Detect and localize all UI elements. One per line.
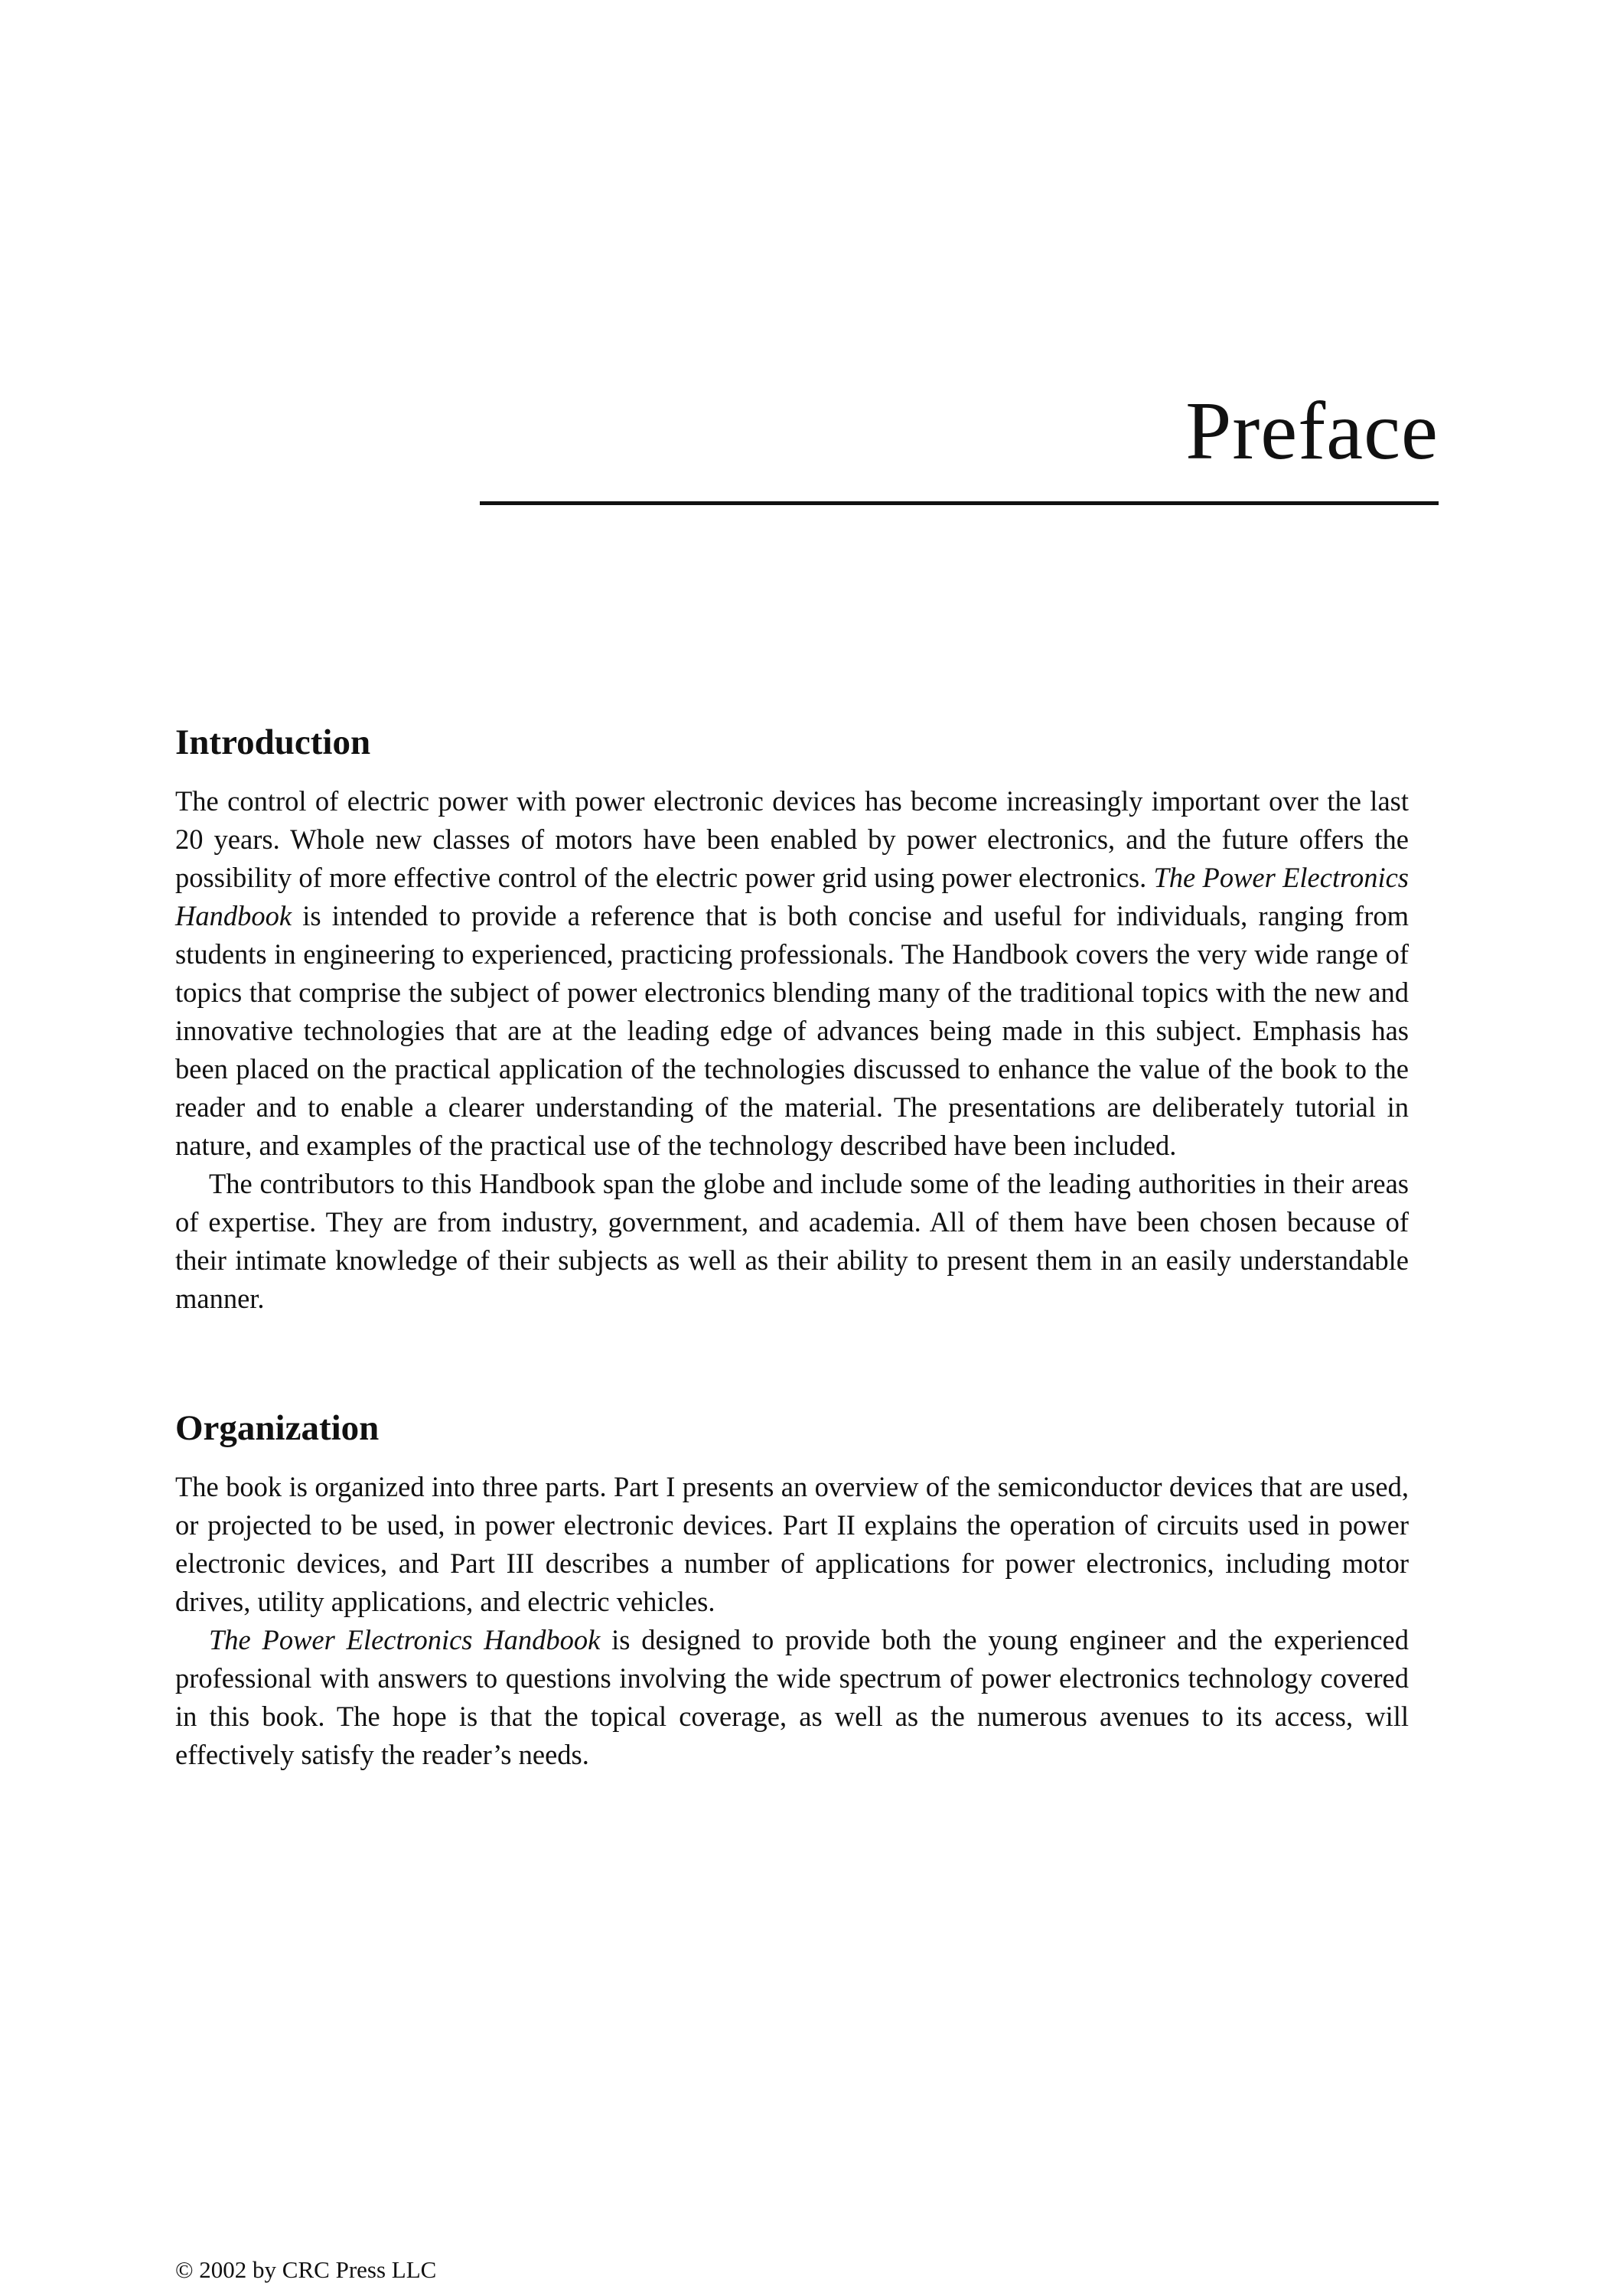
organization-heading: Organization	[175, 1408, 380, 1448]
organization-section	[175, 1405, 1409, 1774]
copyright-footer: © 2002 by CRC Press LLC	[175, 2256, 437, 2283]
introduction-paragraph-1-text-a: The control of electric power with power electronic devices has become increasingly important over the last 20 years. Whole new classes of motors have been enabled by power electronics, and the future offers the possibility of more effective control of the electric power grid using power electronics.	[175, 785, 1409, 893]
introduction-paragraph-1-text-b: is intended to provide a reference that is both concise and useful for individuals, ranging from students in engineering to experienced, practicing professionals. The Handbook covers the very wide range of topics that comprise the subject of power electronics blending many of the traditional topics with the new and innovative technologies that are at the leading edge of advances being made in this subject. Emphasis has been placed on the practical application of the technologies discussed to enhance the value of the book to the reader and to enable a clearer understanding of the material. The presentations are deliberately tutorial in nature, and examples of the practical use of the technology described have been included.	[175, 900, 1409, 1161]
book-title: The Power Electronics Handbook	[209, 1624, 601, 1655]
title-rule	[480, 501, 1439, 505]
page-title: Preface	[1185, 386, 1439, 477]
organization-paragraph-1: The book is organized into three parts. Part I presents an overview of the semiconductor devices that are used, or projected to be used, in power electronic devices. Part II explains the operation of circuits used in power electronic devices, and Part III describes a number of applications for power electronics, including motor drives, utility applications, and electric vehicles.	[175, 1471, 1409, 1617]
book-title: The Power Electronics Handbook	[175, 862, 1409, 931]
introduction-heading: Introduction	[175, 722, 371, 762]
organization-paragraph-2	[175, 1621, 1409, 1774]
organization-paragraph-2-text: is designed to provide both the young engineer and the experienced professional with answers to questions involving the wide spectrum of power electronics technology covered in this book. The hope is that the topical coverage, as well as the numerous avenues to its access, will effectively satisfy the reader’s needs.	[175, 1624, 1409, 1770]
introduction-paragraph-2: The contributors to this Handbook span the globe and include some of the leading authorities in their areas of expertise. They are from industry, government, and academia. All of them have been chosen because of their intimate knowledge of their subjects as well as their ability to present them in an easily understandable manner.	[175, 1168, 1409, 1314]
introduction-paragraph-1	[175, 782, 1409, 1165]
introduction-section	[175, 719, 1409, 1318]
